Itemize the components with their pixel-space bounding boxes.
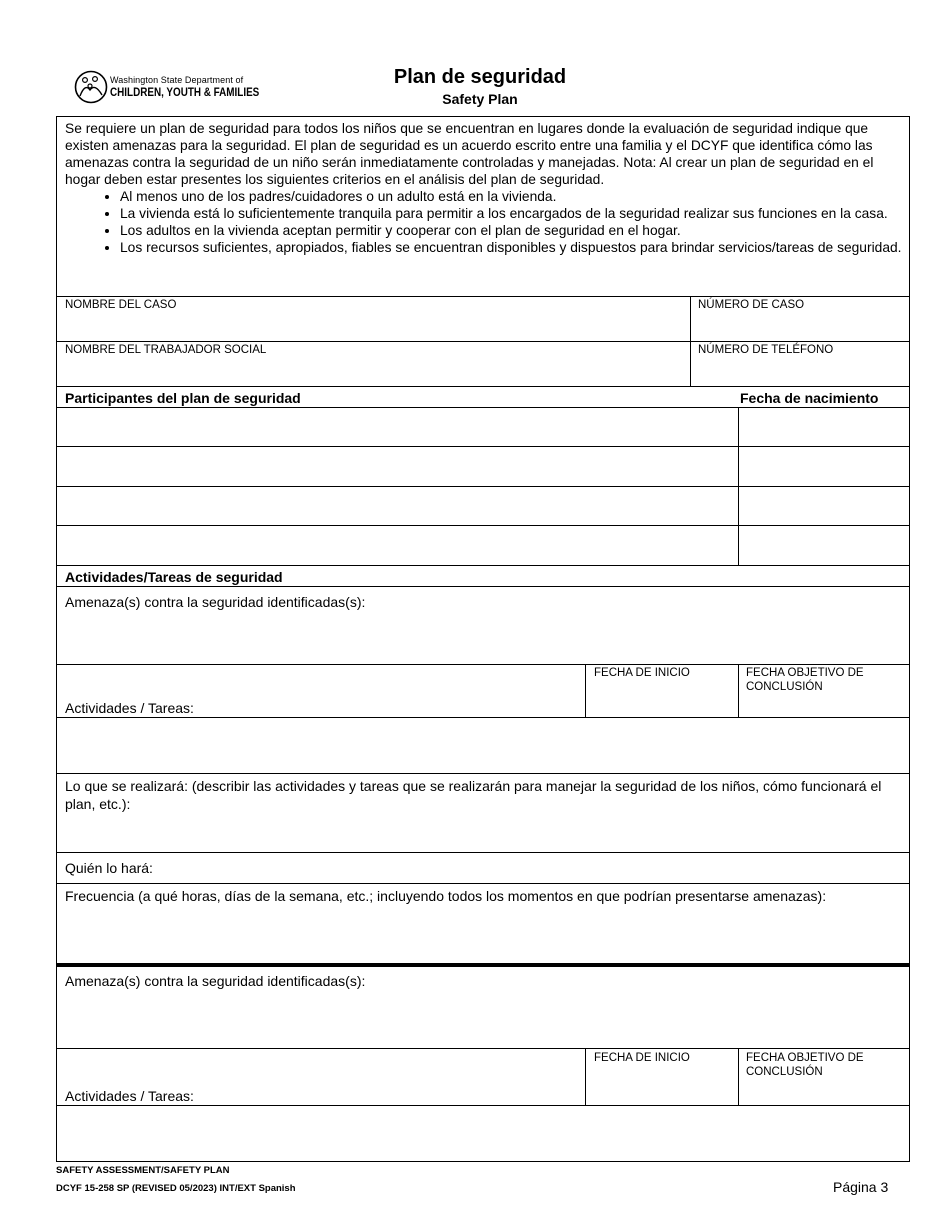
frequency-field[interactable] [57, 925, 909, 961]
divider [57, 1048, 909, 1049]
divider [57, 586, 909, 587]
divider [57, 565, 909, 566]
logo-agency-text: CHILDREN, YOUTH & FAMILIES [110, 87, 260, 99]
participant-name-field[interactable] [57, 447, 737, 485]
who-field[interactable] [170, 855, 909, 882]
participant-dob-field[interactable] [739, 487, 909, 525]
what-label: Lo que se realizará: (describir las actividades y tareas que se realizarán para manejar la seguridad de los niños, cómo funcionará el plan, etc.): [65, 778, 882, 812]
who-label: Quién lo hará: [65, 860, 153, 876]
participant-dob-field[interactable] [739, 447, 909, 485]
case-name-label: NOMBRE DEL CASO [65, 299, 177, 311]
criteria-item: • Al menos uno de los padres/cuidadores o un adulto está en la vivienda. [120, 188, 905, 205]
target-date-field[interactable] [739, 1081, 909, 1104]
family-logo-icon [74, 70, 108, 104]
tasks-label: Actividades / Tareas: [65, 700, 194, 716]
threats-field[interactable] [57, 612, 909, 662]
divider [57, 773, 909, 774]
footer-form-number: DCYF 15-258 SP (REVISED 05/2023) INT/EXT Spanish [56, 1183, 296, 1194]
case-number-label: NÚMERO DE CASO [698, 299, 805, 311]
dcyf-logo [74, 70, 274, 106]
case-name-field[interactable] [57, 313, 689, 340]
threats-label: Amenaza(s) contra la seguridad identificadas(s): [65, 594, 366, 610]
threats-label: Amenaza(s) contra la seguridad identificadas(s): [65, 973, 366, 989]
dob-header: Fecha de nacimiento [740, 390, 879, 406]
logo-department-text: Washington State Department of [110, 75, 244, 85]
page-title: Plan de seguridad [393, 66, 567, 88]
page-number: Página 3 [833, 1179, 889, 1195]
start-date-label: FECHA DE INICIO [594, 1052, 690, 1064]
intro-text [65, 120, 905, 256]
start-date-label: FECHA DE INICIO [594, 667, 690, 679]
participant-name-field[interactable] [57, 487, 737, 525]
footer-form-title: SAFETY ASSESSMENT/SAFETY PLAN [56, 1165, 230, 1176]
participants-header: Participantes del plan de seguridad [65, 390, 301, 406]
participant-dob-field[interactable] [739, 408, 909, 446]
target-date-label: FECHA OBJETIVO DE CONCLUSIÓN [746, 1052, 864, 1078]
threats-field[interactable] [57, 992, 909, 1047]
frequency-label: Frecuencia (a qué horas, días de la semana, etc.; incluyendo todos los momentos en que podrían presentarse amenazas): [65, 888, 827, 904]
target-date-field[interactable] [739, 696, 909, 716]
social-worker-field[interactable] [57, 358, 689, 385]
divider [57, 664, 909, 665]
participant-name-field[interactable] [57, 526, 737, 564]
target-date-label: FECHA OBJETIVO DE CONCLUSIÓN [746, 667, 864, 693]
thick-divider [57, 963, 909, 967]
what-field[interactable] [57, 815, 909, 851]
social-worker-label: NOMBRE DEL TRABAJADOR SOCIAL [65, 344, 267, 356]
divider [57, 883, 909, 884]
tasks-field[interactable] [57, 718, 909, 772]
tasks-label: Actividades / Tareas: [65, 1088, 194, 1104]
page-subtitle: Safety Plan [442, 91, 518, 107]
start-date-field[interactable] [586, 682, 737, 716]
case-number-field[interactable] [691, 313, 909, 340]
intro-paragraph: Se requiere un plan de seguridad para todos los niños que se encuentran en lugares donde la evaluación de seguridad indique que existen amenazas para la seguridad. El plan de seguridad es un acuerdo escrito entre una familia y el DCYF que identifica cómo las amenazas contra la seguridad de un niño serán inmediatamente controladas y manejadas. Nota: Al crear un plan de seguridad en el hogar deben estar presentes los siguientes criterios en el análisis del plan de seguridad. [65, 121, 874, 187]
criteria-item: • Los adultos en la vivienda aceptan permitir y cooperar con el plan de seguridad en el hogar. [120, 222, 905, 239]
criteria-list [65, 188, 905, 256]
divider [57, 852, 909, 853]
tasks-field[interactable] [57, 1106, 909, 1161]
phone-number-field[interactable] [691, 358, 909, 385]
criteria-item: • La vivienda está lo suficientemente tranquila para permitir a los encargados de la seguridad realizar sus funciones en la casa. [120, 205, 905, 222]
participant-dob-field[interactable] [739, 526, 909, 564]
participant-name-field[interactable] [57, 408, 737, 446]
activities-section-header: Actividades/Tareas de seguridad [65, 569, 283, 585]
divider [57, 386, 909, 387]
divider [57, 296, 909, 297]
start-date-field[interactable] [586, 1067, 737, 1104]
phone-number-label: NÚMERO DE TELÉFONO [698, 344, 834, 356]
divider [57, 341, 909, 342]
criteria-item: • Los recursos suficientes, apropiados, fiables se encuentran disponibles y dispuestos para brindar servicios/tareas de seguridad. [120, 239, 905, 256]
